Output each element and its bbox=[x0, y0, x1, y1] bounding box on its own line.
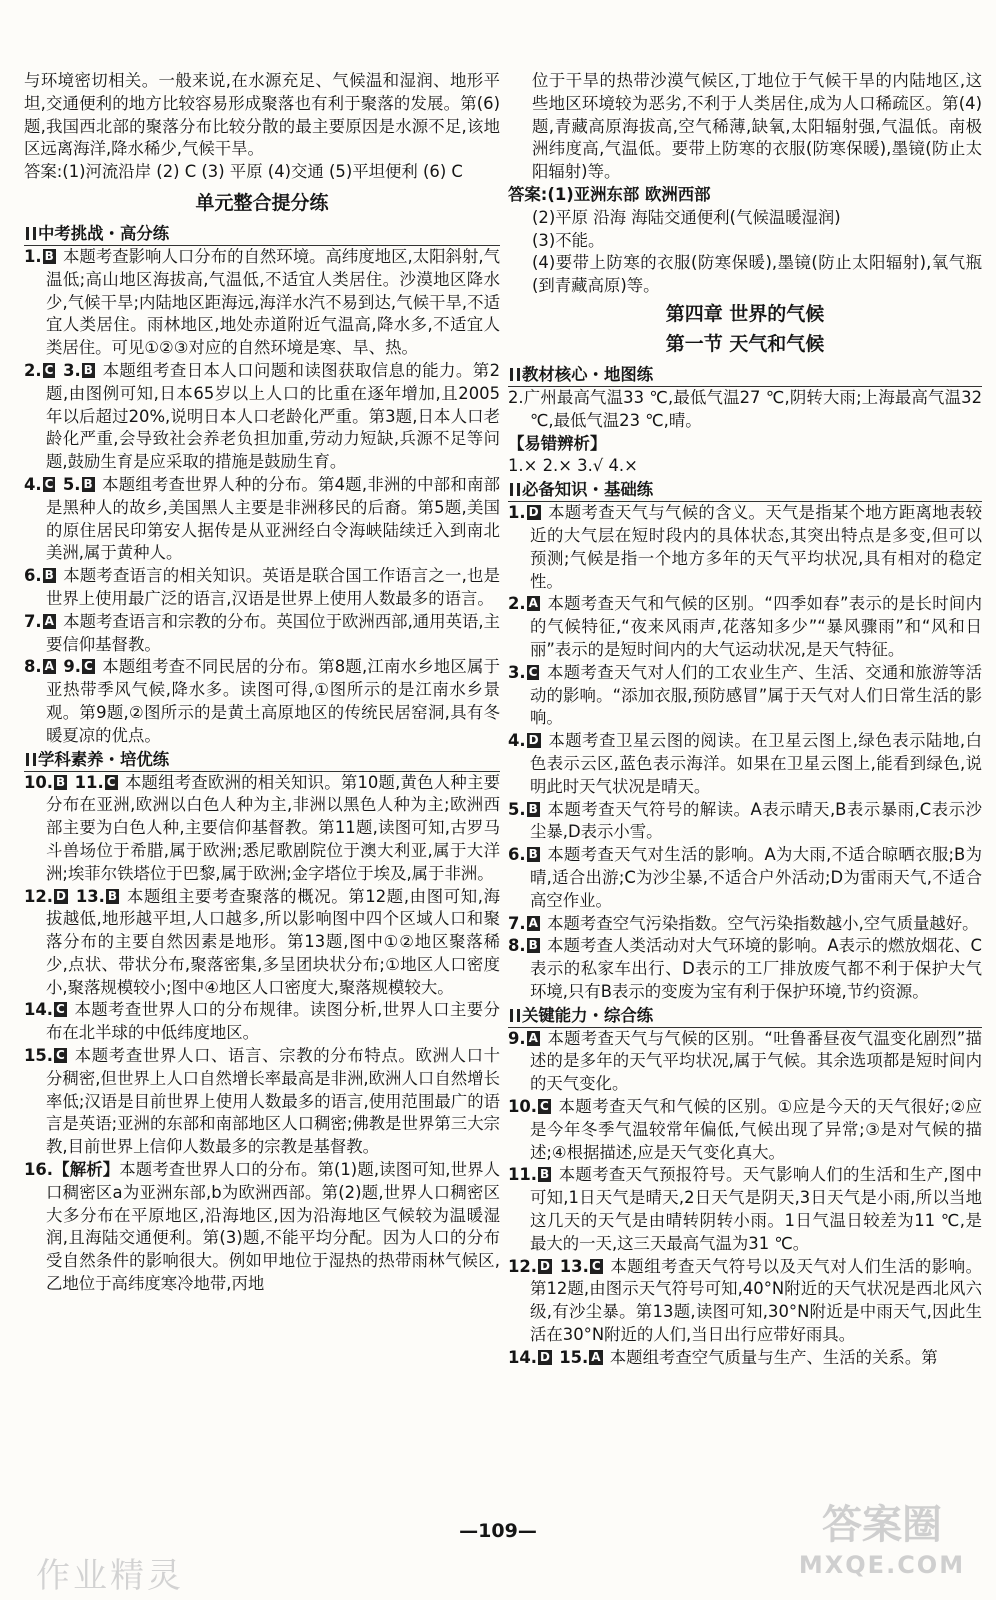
error-analysis-heading: 【易错辨析】 bbox=[508, 433, 607, 453]
page-number: —109— bbox=[459, 1520, 537, 1542]
unit-title: 单元整合提分练 bbox=[195, 191, 329, 214]
ability-question-11: 11. B 本题考查天气预报符号。天气影响人们的生活和生产,图中可知,1日天气是晴天,2日天气是阴天,3日天气是小雨,所以当地这几天的天气是由晴转阴转小雨。1日气温日较差为11 ℃,是最大的一天,这三天最高气温为31 ℃。 bbox=[508, 1165, 982, 1253]
intro-paragraph: 与环境密切相关。一般来说,在水源充足、气候温和湿润、地形平坦,交通便利的地方比较容易形成聚落也有利于聚落的发展。第(6)题,我国西北部的聚落分布比较分散的最主要原因是水源不足,该地区远离海洋,降水稀少,气候干旱。 bbox=[24, 71, 500, 159]
answer-16-part4: (4)要带上防寒的衣服(防寒保暖),墨镜(防止太阳辐射),氧气瓶(到青藏高原)等。 bbox=[532, 253, 982, 296]
answer-16-part3: (3)不能。 bbox=[532, 230, 605, 250]
basic-question-1: 1. D 本题考查天气与气候的含义。天气是指某个地方距离地表较近的大气层在短时段内的具体状态,其突出特点是多变,但可以预测;气候是指一个地方多年的天气平均状况,具有相对的稳定性。 bbox=[508, 503, 983, 591]
basic-question-2: 2. A 本题考查天气和气候的区别。“四季如春”表示的是长时间内的气候特征,“夜来风雨声,花落知多少”“暴风骤雨”和“风和日丽”表示的是短时间内的大气运动状况,是天气特征。 bbox=[508, 594, 982, 659]
watermark-right-top: 答案圈 bbox=[822, 1502, 942, 1548]
answer-16-part1: 答案:(1)亚洲东部 欧洲西部 bbox=[508, 184, 711, 204]
question-10-11: 10. B 11. C 本题组考查欧洲的相关知识。第10题,黄色人种主要分布在亚洲,欧洲以白色人种为主,非洲以黑色人种为主;欧洲西部主要为白色人种,主要信仰基督教。第11题,读图可知,古罗马斗兽场位于希腊,属于欧洲;悉尼歌剧院位于澳大利亚,属于大洋洲;埃菲尔铁塔位于巴黎,属于欧洲;金字塔位于埃及,属于非洲。 bbox=[24, 772, 500, 883]
basic-question-3: 3. C 本题考查天气对人们的工农业生产、生活、交通和旅游等活动的影响。“添加衣服,预防感冒”属于天气对人们日常生活的影响。 bbox=[508, 662, 983, 728]
question-7: 7. A 本题考查语言和宗教的分布。英国位于欧洲西部,通用英语,主要信仰基督教。 bbox=[24, 611, 501, 654]
section-header-challenge: 中考挑战・高分练 bbox=[24, 223, 500, 246]
right-column bbox=[508, 70, 982, 1370]
watermark-right-logo bbox=[782, 1500, 982, 1596]
question-1: 1. B 本题考查影响人口分布的自然环境。高纬度地区,太阳斜射,气温低;高山地区海拔高,气温低,不适宜人类居住。沙漠地区降水少,气候干旱;内陆地区距海远,海洋水汽不易到达,气候干旱,不适宜人类居住。雨林地区,地处赤道附近气温高,降水多,不适宜人类居住。可见①②③对应的自然环境是寒、旱、热。 bbox=[24, 246, 500, 358]
chapter-title: 第四章 世界的气候 bbox=[665, 302, 825, 325]
question-12-13: 12. D 13. B 本题组主要考查聚落的概况。第12题,由图可知,海拔越低,地形越平坦,人口越多,所以影响图中四个区域人口和聚落分布的主要自然因素是地形。第13题,图中①②地区聚落稀少,点状、带状分布,聚落密集,多呈团块状分布;①地区人口密度小,聚落规模较小;图中④地区人口密度大,聚落规模较大。 bbox=[24, 886, 501, 997]
ability-question-9: 9. A 本题考查天气与气候的区别。“吐鲁番昼夜气温变化剧烈”描述的是多年的天气平均状况,属于气候。其余选项都是短时间内的天气变化。 bbox=[508, 1028, 982, 1094]
question-16: 16.【解析】本题考查世界人口的分布。第(1)题,读图可知,世界人口稠密区a为亚洲东部,b为欧洲西部。第(2)题,世界人口稠密区大多分布在平原地区,沿海地区,因为沿海地区气候较为温暖湿润,且海陆交通便利。第(3)题,不能平均分配。因为人口的分布受自然条件的影响很大。例如甲地位于湿热的热带雨林气候区,乙地位于高纬度寒冷地带,丙地 bbox=[24, 1160, 501, 1294]
basic-question-5: 5. B 本题考查天气符号的解读。A表示晴天,B表示暴雨,C表示沙尘暴,D表示小雪。 bbox=[508, 799, 982, 842]
left-column bbox=[24, 70, 500, 1296]
basic-question-4: 4. D 本题考查卫星云图的阅读。在卫星云图上,绿色表示陆地,白色表示云区,蓝色表示海洋。如果在卫星云图上,能看到绿色,说明此时天气状况是晴天。 bbox=[508, 731, 982, 796]
section-header-literacy: 学科素养・培优练 bbox=[24, 749, 500, 772]
section-header-basic: 必备知识・基础练 bbox=[508, 479, 982, 502]
question-2-3: 2. C 3. B 本题组考查日本人口问题和读图获取信息的能力。第2题,由图例可知,日本65岁以上人口的比重在逐年增加,且2005年以后超过20%,说明日本人口老龄化严重。第3题,日本人口老龄化严重,会导致社会养老负担加重,劳动力短缺,兵源不足等问题,鼓励生育是应采取的措施是鼓励生育。 bbox=[24, 360, 500, 472]
section-header-textbook: 教材核心・地图练 bbox=[508, 364, 982, 387]
ability-question-10: 10. C 本题考查天气和气候的区别。①应是今天的天气很好;②应是今年冬季气温较常年偏低,气候出现了异常;③是对气候的描述;④根据描述,应是天气变化真大。 bbox=[508, 1097, 982, 1162]
section-header-ability: 关键能力・综合练 bbox=[508, 1005, 982, 1028]
basic-question-6: 6. B 本题考查天气对生活的影响。A为大雨,不适合晾晒衣服;B为晴,适合出游;C为沙尘暴,不适合户外活动;D为雷雨天气,不适合高空作业。 bbox=[508, 845, 982, 910]
watermark-left: 作业精灵 bbox=[36, 1556, 184, 1596]
basic-question-7: 7. A 本题考查空气污染指数。空气污染指数越小,空气质量越好。 bbox=[508, 913, 979, 933]
ability-question-12-13: 12. D 13. C 本题组考查天气符号以及天气对人们生活的影响。第12题,由图示天气符号可知,40°N附近的天气状况是西北风六级,有沙尘暴。第13题,读图可知,30°N附近是中雨天气,因此生活在30°N附近的人们,当日出行应带好雨具。 bbox=[508, 1256, 983, 1345]
question-6: 6. B 本题考查语言的相关知识。英语是联合国工作语言之一,也是世界上使用最广泛的语言,汉语是世界上使用人数最多的语言。 bbox=[24, 566, 500, 608]
error-analysis-answers: 1.× 2.× 3.√ 4.× bbox=[508, 456, 638, 476]
ability-question-14-15: 14. D 15. A 本题组考查空气质量与生产、生活的关系。第 bbox=[508, 1347, 938, 1367]
question-16-continued: 位于干旱的热带沙漠气候区,丁地位于气候干旱的内陆地区,这些地区环境较为恶劣,不利于人类居住,成为人口稀疏区。第(4)题,青藏高原海拔高,空气稀薄,缺氧,太阳辐射强,气温低。南极洲纬度高,气温低。要带上防寒的衣服(防寒保暖),墨镜(防止太阳辐射)等。 bbox=[532, 71, 982, 182]
basic-question-8: 8. B 本题考查人类活动对大气环境的影响。A表示的燃放烟花、C表示的私家车出行、D表示的工厂排放废气都不利于保护大气环境,只有B表示的变废为宝有利于保护环境,节约资源。 bbox=[508, 936, 982, 1001]
intro-answer: 答案:(1)河流沿岸 (2) C (3) 平原 (4)交通 (5)平坦便利 (6) C bbox=[24, 162, 463, 182]
question-14: 14. C 本题考查世界人口的分布规律。读图分析,世界人口主要分布在北半球的中低纬度地区。 bbox=[24, 1000, 500, 1043]
answer-16-part2: (2)平原 沿海 海陆交通便利(气候温暖湿润) bbox=[532, 207, 841, 227]
watermark-right-bottom: MXQE.COM bbox=[798, 1551, 966, 1579]
question-8-9: 8. A 9. C 本题组考查不同民居的分布。第8题,江南水乡地区属于亚热带季风气候,降水多。读图可得,①图所示的是江南水乡景观。第9题,②图所示的是黄土高原地区的传统民居窑洞,具有冬暖夏凉的优点。 bbox=[24, 657, 501, 745]
map-exercise-2: 2.广州最高气温33 ℃,最低气温27 ℃,阴转大雨;上海最高气温32 ℃,最低气温23 ℃,晴。 bbox=[508, 387, 982, 430]
section-title: 第一节 天气和气候 bbox=[665, 332, 825, 355]
question-15: 15. C 本题考查世界人口、语言、宗教的分布特点。欧洲人口十分稠密,但世界上人口自然增长率最高是非洲,欧洲人口自然增长率低;汉语是目前世界上使用人数最多的语言,使用范围最广的语言是英语;亚洲的东部和南部地区人口稠密;佛教是世界第三大宗教,目前世界上信仰人数最多的宗教是基督教。 bbox=[24, 1046, 500, 1157]
question-4-5: 4. C 5. B 本题组考查世界人种的分布。第4题,非洲的中部和南部是黑种人的故乡,美国黑人主要是非洲移民的后裔。第5题,美国的原住居民印第安人据传是从亚洲经白令海峡陆续迁入到南北美洲,属于黄种人。 bbox=[24, 474, 500, 563]
